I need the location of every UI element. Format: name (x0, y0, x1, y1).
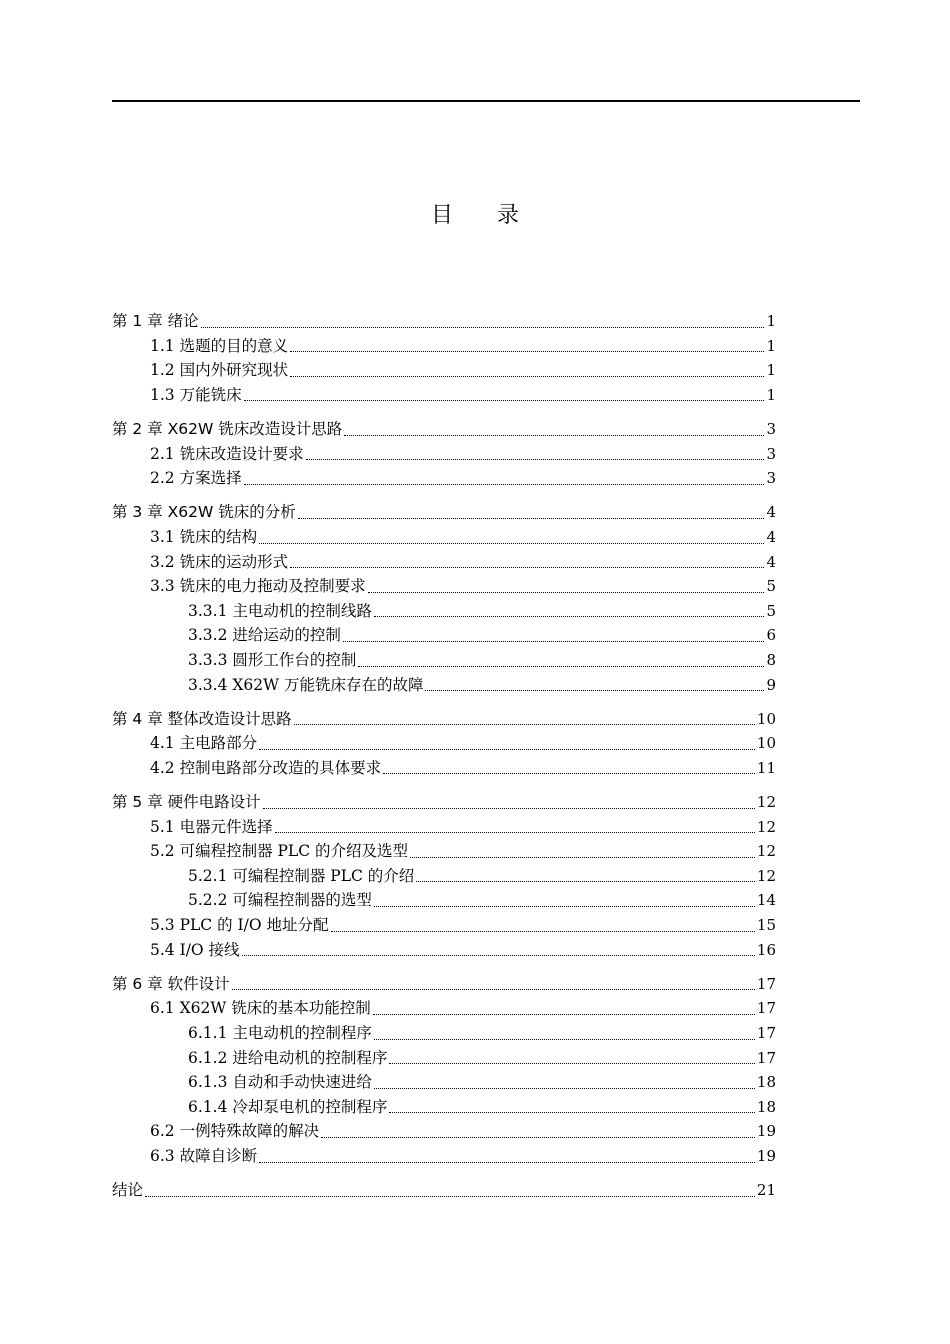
toc-entry-level-2[interactable] (112, 938, 776, 963)
toc-entry-label: 第 6 章 软件设计 (112, 974, 230, 993)
toc-entry-level-2[interactable] (112, 358, 776, 383)
toc-entry-level-2[interactable] (112, 334, 776, 359)
toc-entry-level-2[interactable] (112, 996, 776, 1021)
toc-page-number: 10 (756, 709, 776, 728)
toc-page-number: 1 (766, 385, 776, 404)
toc-leader-dots (290, 375, 764, 377)
toc-page-number: 17 (756, 1024, 776, 1042)
toc-page-number: 4 (766, 552, 776, 571)
toc-entry-level-2[interactable] (112, 525, 776, 550)
toc-page-number: 19 (756, 1146, 776, 1165)
toc-entry-label: 1.3 万能铣床 (150, 385, 242, 404)
toc-page-number: 17 (756, 999, 776, 1018)
toc-page-number: 3 (766, 469, 776, 488)
toc-page-number: 18 (756, 1097, 776, 1116)
table-of-contents (112, 309, 776, 1203)
title-part-2: 录 (497, 203, 520, 228)
toc-leader-dots (201, 326, 765, 328)
toc-leader-dots (358, 665, 764, 667)
toc-entry-label: 第 4 章 整体改造设计思路 (112, 709, 292, 728)
toc-leader-dots (290, 566, 764, 568)
toc-leader-dots (374, 615, 765, 617)
toc-page-number: 9 (766, 675, 776, 694)
toc-entry-level-2[interactable] (112, 756, 776, 781)
toc-page-number: 14 (756, 891, 776, 910)
toc-leader-dots (275, 831, 755, 833)
toc-page-number: 12 (756, 866, 776, 885)
toc-leader-dots (410, 856, 755, 858)
toc-entry-label: 5.2.1 可编程控制器 PLC 的介绍 (188, 866, 415, 885)
toc-leader-dots (321, 1136, 755, 1138)
toc-entry-label: 1.2 国内外研究现状 (150, 361, 289, 380)
toc-page-number: 16 (756, 940, 776, 959)
toc-entry-label: 6.3 故障自诊断 (150, 1146, 258, 1165)
toc-leader-dots (259, 542, 764, 544)
toc-entry-label: 3.3.1 主电动机的控制线路 (188, 601, 372, 620)
toc-leader-dots (344, 434, 764, 436)
toc-entry-label: 4.1 主电路部分 (150, 734, 258, 753)
toc-leader-dots (242, 954, 755, 956)
toc-leader-dots (343, 640, 765, 642)
toc-entry-label: 4.2 控制电路部分改造的具体要求 (150, 758, 382, 777)
toc-page-number: 8 (766, 650, 776, 669)
toc-entry-level-1[interactable] (112, 790, 776, 815)
toc-entry-level-3[interactable] (112, 888, 776, 913)
toc-leader-dots (374, 1087, 755, 1089)
toc-entry-label: 结论 (112, 1181, 144, 1200)
toc-entry-label: 第 3 章 X62W 铣床的分析 (112, 503, 296, 522)
toc-page-number: 17 (756, 1048, 776, 1067)
toc-entry-level-2[interactable] (112, 815, 776, 840)
toc-entry-level-3[interactable] (112, 599, 776, 624)
toc-entry-label: 5.4 I/O 接线 (150, 940, 240, 959)
toc-leader-dots (416, 880, 755, 882)
toc-entry-label: 5.2 可编程控制器 PLC 的介绍及选型 (150, 842, 409, 861)
toc-leader-dots (374, 905, 755, 907)
toc-leader-dots (290, 350, 764, 352)
toc-entry-level-2[interactable] (112, 913, 776, 938)
toc-entry-level-1[interactable] (112, 707, 776, 732)
toc-page-number: 18 (756, 1073, 776, 1092)
toc-entry-label: 3.2 铣床的运动形式 (150, 552, 289, 571)
toc-leader-dots (244, 399, 765, 401)
toc-entry-level-3[interactable] (112, 1070, 776, 1095)
toc-entry-level-2[interactable] (112, 383, 776, 408)
toc-page-number: 21 (756, 1181, 776, 1200)
toc-entry-level-1[interactable] (112, 500, 776, 525)
toc-leader-dots (232, 988, 755, 990)
toc-page-number: 15 (756, 916, 776, 935)
toc-page-number: 3 (766, 444, 776, 463)
toc-entry-label: 3.3.4 X62W 万能铣床存在的故障 (188, 675, 424, 694)
header-rule (112, 100, 860, 102)
toc-entry-label: 6.1.1 主电动机的控制程序 (188, 1024, 372, 1042)
toc-entry-label: 2.2 方案选择 (150, 469, 242, 488)
toc-entry-label: 5.3 PLC 的 I/O 地址分配 (150, 916, 329, 935)
toc-page-number: 4 (766, 503, 776, 522)
toc-entry-level-1[interactable] (112, 1178, 776, 1203)
toc-leader-dots (374, 1038, 755, 1040)
toc-leader-dots (389, 1111, 755, 1113)
toc-entry-label: 6.2 一例特殊故障的解决 (150, 1122, 320, 1141)
toc-entry-level-2[interactable] (112, 466, 776, 491)
toc-leader-dots (244, 483, 765, 485)
toc-entry-level-3[interactable] (112, 673, 776, 698)
toc-page-number: 6 (766, 626, 776, 645)
toc-entry-level-2[interactable] (112, 1119, 776, 1144)
toc-page-number: 4 (766, 527, 776, 546)
toc-entry-level-2[interactable] (112, 839, 776, 864)
toc-page-number: 5 (766, 601, 776, 620)
toc-page-number: 1 (766, 336, 776, 355)
toc-page-number: 12 (756, 842, 776, 861)
toc-page-number: 10 (756, 734, 776, 753)
toc-entry-level-3[interactable] (112, 1046, 776, 1071)
toc-leader-dots (259, 748, 755, 750)
toc-page-number: 5 (766, 577, 776, 596)
toc-entry-level-2[interactable] (112, 574, 776, 599)
toc-entry-level-1[interactable] (112, 417, 776, 442)
toc-entry-label: 2.1 铣床改造设计要求 (150, 444, 304, 463)
toc-entry-level-3[interactable] (112, 623, 776, 648)
toc-leader-dots (294, 723, 755, 725)
toc-entry-level-1[interactable] (112, 309, 776, 334)
toc-entry-label: 3.3.2 进给运动的控制 (188, 626, 341, 645)
toc-entry-label: 3.3.3 圆形工作台的控制 (188, 650, 357, 669)
toc-page-number: 19 (756, 1122, 776, 1141)
page-title (0, 198, 950, 229)
toc-leader-dots (259, 1161, 755, 1163)
toc-entry-label: 3.1 铣床的结构 (150, 527, 258, 546)
toc-leader-dots (145, 1195, 755, 1197)
toc-entry-level-2[interactable] (112, 731, 776, 756)
toc-entry-label: 6.1 X62W 铣床的基本功能控制 (150, 999, 371, 1018)
toc-entry-label: 6.1.2 进给电动机的控制程序 (188, 1048, 388, 1067)
toc-entry-label: 1.1 选题的目的意义 (150, 336, 289, 355)
toc-page-number: 11 (756, 758, 776, 777)
toc-entry-label: 5.1 电器元件选择 (150, 817, 273, 836)
toc-leader-dots (368, 591, 765, 593)
toc-entry-level-3[interactable] (112, 1095, 776, 1120)
toc-leader-dots (298, 517, 765, 519)
title-part-1: 目 (430, 203, 453, 228)
toc-entry-level-3[interactable] (112, 648, 776, 673)
toc-entry-level-3[interactable] (112, 1021, 776, 1046)
toc-leader-dots (331, 930, 755, 932)
toc-page-number: 12 (756, 817, 776, 836)
toc-page-number: 1 (766, 361, 776, 380)
toc-entry-level-2[interactable] (112, 1144, 776, 1169)
toc-leader-dots (425, 689, 764, 691)
toc-leader-dots (306, 458, 765, 460)
toc-leader-dots (383, 772, 755, 774)
toc-entry-level-2[interactable] (112, 550, 776, 575)
toc-entry-level-2[interactable] (112, 442, 776, 467)
toc-page-number: 17 (756, 974, 776, 993)
toc-leader-dots (373, 1013, 755, 1015)
toc-page-number: 3 (766, 419, 776, 438)
toc-page-number: 12 (756, 793, 776, 812)
toc-entry-label: 6.1.3 自动和手动快速进给 (188, 1073, 372, 1092)
toc-leader-dots (263, 807, 755, 809)
toc-entry-label: 3.3 铣床的电力拖动及控制要求 (150, 577, 366, 596)
toc-entry-level-3[interactable] (112, 864, 776, 889)
toc-leader-dots (389, 1062, 755, 1064)
toc-entry-level-1[interactable] (112, 972, 776, 997)
toc-entry-label: 第 1 章 绪论 (112, 312, 199, 330)
toc-entry-label: 6.1.4 冷却泵电机的控制程序 (188, 1097, 388, 1116)
toc-entry-label: 第 5 章 硬件电路设计 (112, 793, 261, 812)
toc-page-number: 1 (766, 312, 776, 330)
toc-entry-label: 第 2 章 X62W 铣床改造设计思路 (112, 419, 343, 438)
toc-entry-label: 5.2.2 可编程控制器的选型 (188, 891, 372, 910)
